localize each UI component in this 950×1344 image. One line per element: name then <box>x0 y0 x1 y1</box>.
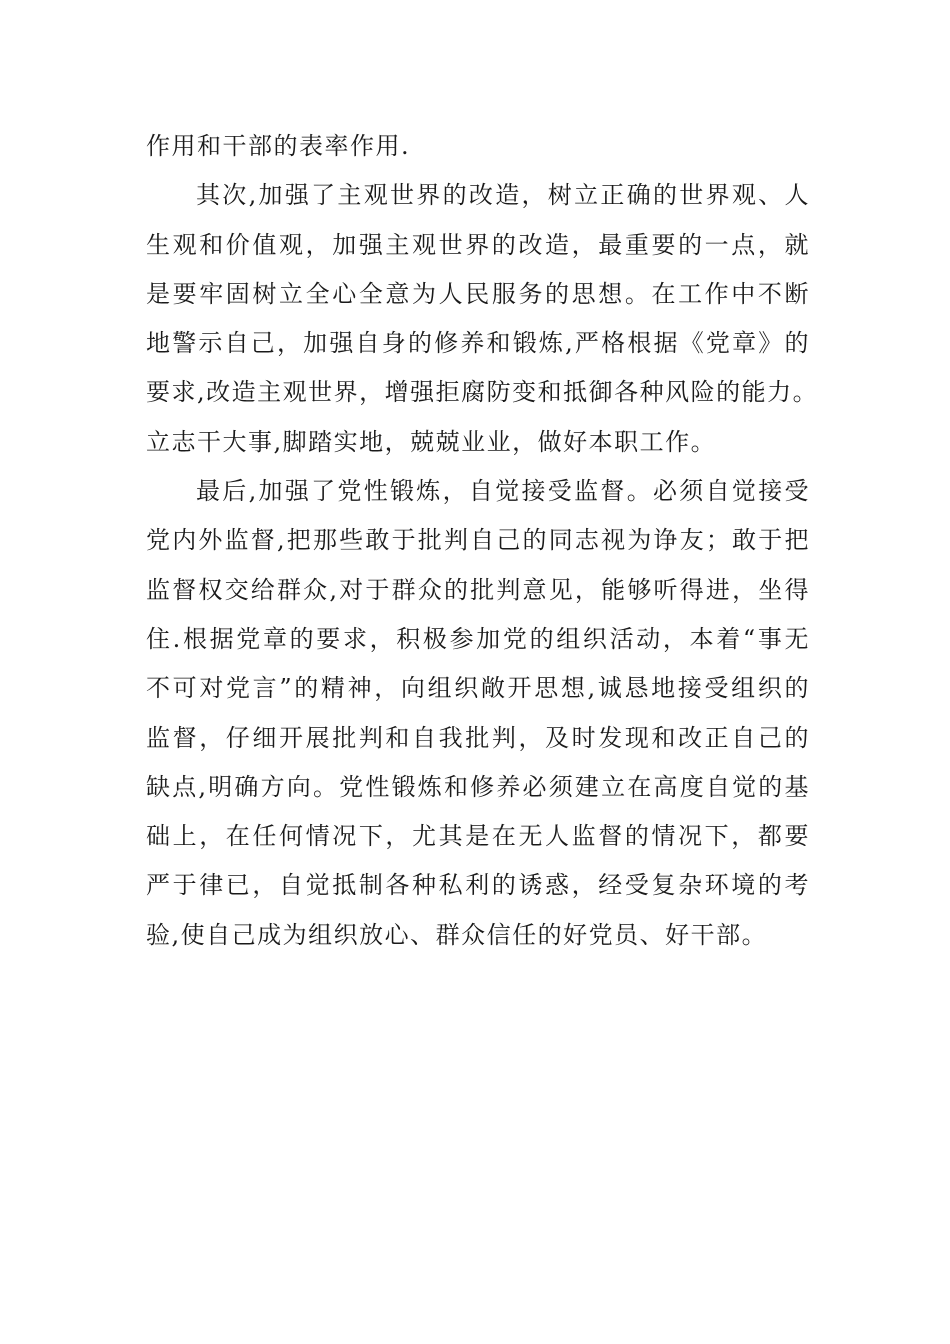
text-line: 监督权交给群众,对于群众的批判意见，能够听得进，坐得 <box>146 575 810 604</box>
text-line: 要求,改造主观世界，增强拒腐防变和抵御各种风险的能力。 <box>146 378 819 407</box>
text-line: 地警示自己，加强自身的修养和锻炼,严格根据《党章》的 <box>146 329 810 358</box>
text-line: 立志干大事,脚踏实地，兢兢业业，做好本职工作。 <box>146 427 717 456</box>
text-line: 最后,加强了党性锻炼，自觉接受监督。必须自觉接受 <box>196 477 810 506</box>
text-line: 住.根据党章的要求，积极参加党的组织活动，本着“事无 <box>146 624 810 653</box>
text-line: 缺点,明确方向。党性锻炼和修养必须建立在高度自觉的基 <box>146 772 810 801</box>
text-line: 不可对党言”的精神，向组织敞开思想,诚恳地接受组织的 <box>146 674 810 703</box>
text-line: 生观和价值观，加强主观世界的改造，最重要的一点，就 <box>146 230 810 259</box>
text-line: 作用和干部的表率作用. <box>146 132 411 160</box>
text-line: 础上，在任何情况下，尤其是在无人监督的情况下，都要 <box>146 822 810 851</box>
text-line: 党内外监督,把那些敢于批判自己的同志视为诤友；敢于把 <box>146 526 810 555</box>
text-line: 是要牢固树立全心全意为人民服务的思想。在工作中不断 <box>146 279 810 308</box>
document-body <box>146 122 819 960</box>
text-line: 严于律已，自觉抵制各种私利的诱惑，经受复杂环境的考 <box>146 871 810 900</box>
text-line: 其次,加强了主观世界的改造，树立正确的世界观、人 <box>196 181 810 210</box>
text-line: 监督，仔细开展批判和自我批判，及时发现和改正自己的 <box>146 723 810 752</box>
text-line: 验,使自己成为组织放心、群众信任的好党员、好干部。 <box>146 920 768 949</box>
